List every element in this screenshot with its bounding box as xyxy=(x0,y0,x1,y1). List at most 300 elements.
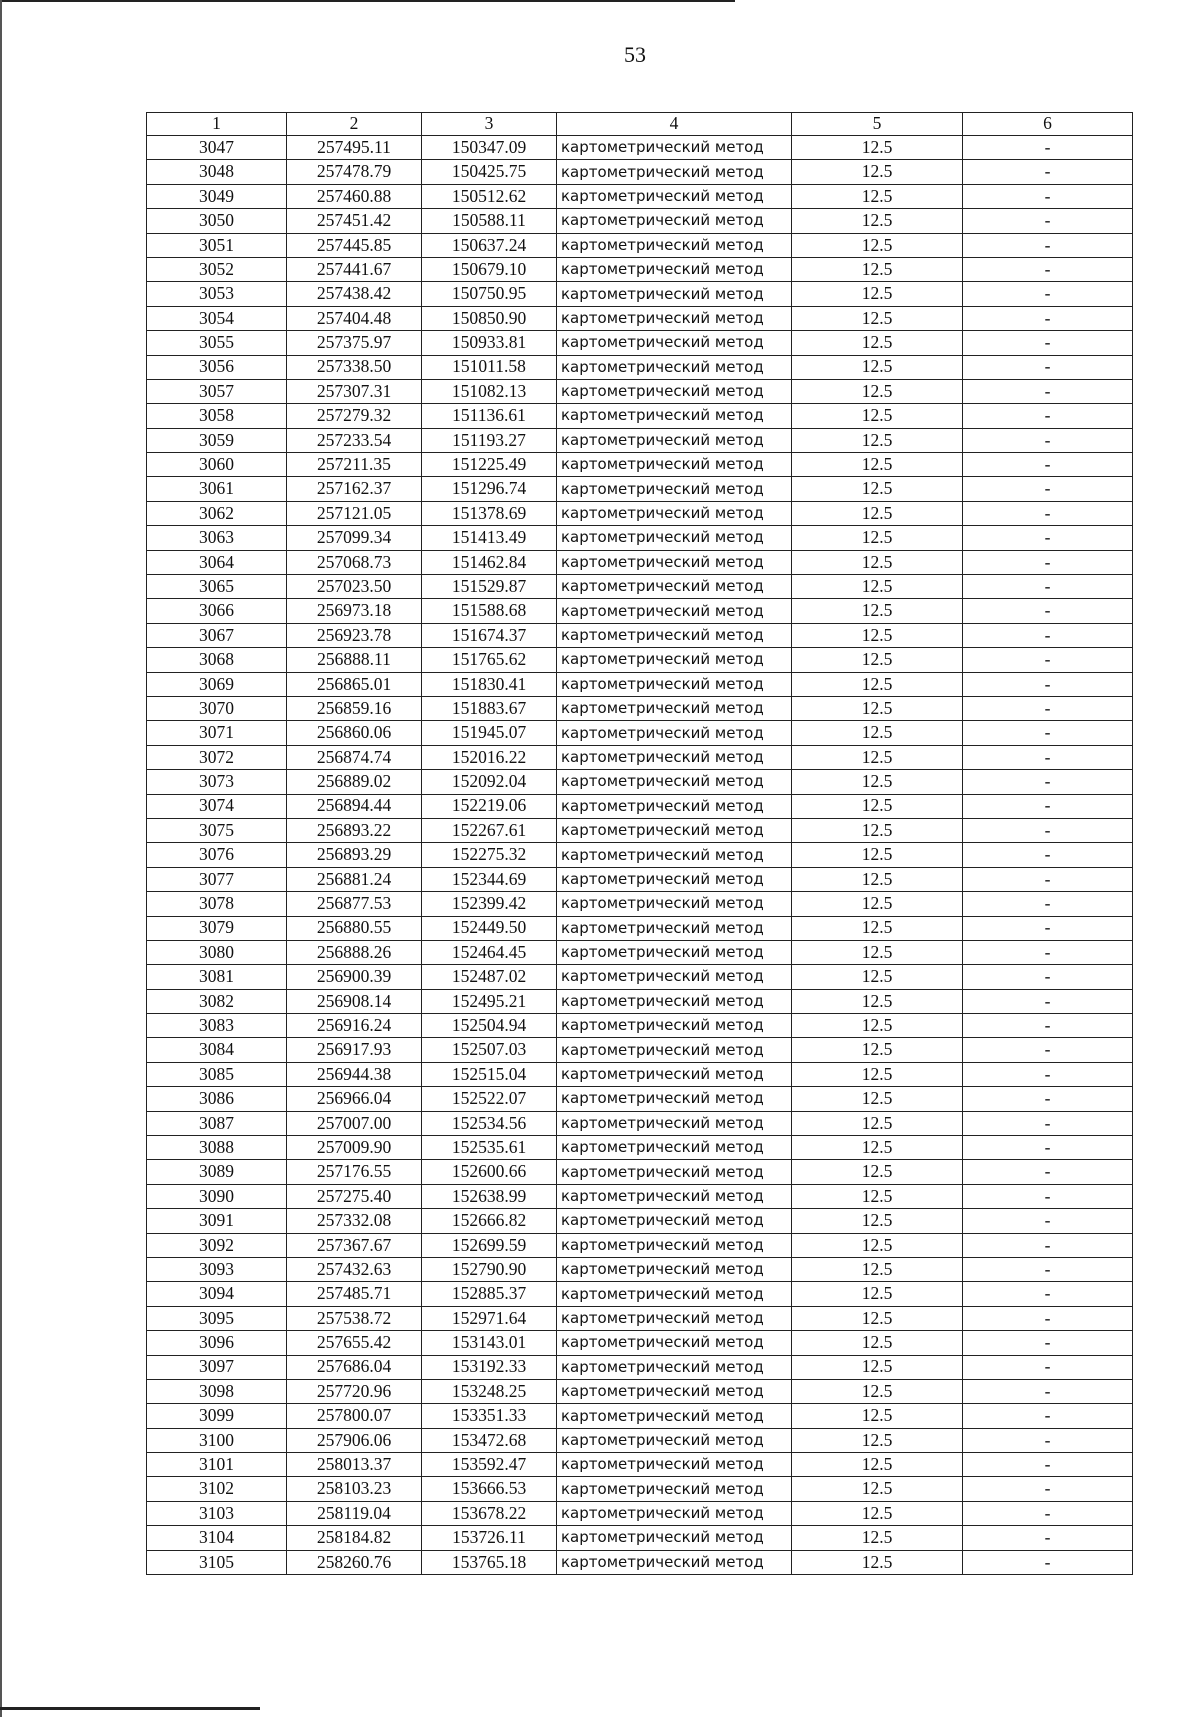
method-cell: картометрический метод xyxy=(557,501,792,525)
method-cell: картометрический метод xyxy=(557,453,792,477)
point-number-cell: 3086 xyxy=(147,1087,287,1111)
accuracy-cell: 12.5 xyxy=(792,257,963,281)
y-coordinate-cell: 151082.13 xyxy=(422,379,557,403)
accuracy-cell: 12.5 xyxy=(792,282,963,306)
method-cell: картометрический метод xyxy=(557,1550,792,1574)
table-row xyxy=(147,1501,1133,1525)
method-cell: картометрический метод xyxy=(557,306,792,330)
note-cell: - xyxy=(963,1477,1133,1501)
point-number-cell: 3095 xyxy=(147,1306,287,1330)
note-cell: - xyxy=(963,721,1133,745)
note-cell: - xyxy=(963,1428,1133,1452)
table-row xyxy=(147,1111,1133,1135)
accuracy-cell: 12.5 xyxy=(792,477,963,501)
table-row xyxy=(147,1355,1133,1379)
y-coordinate-cell: 150750.95 xyxy=(422,282,557,306)
method-cell: картометрический метод xyxy=(557,282,792,306)
point-number-cell: 3071 xyxy=(147,721,287,745)
column-header-2: 2 xyxy=(287,113,422,136)
method-cell: картометрический метод xyxy=(557,721,792,745)
x-coordinate-cell: 257009.90 xyxy=(287,1136,422,1160)
note-cell: - xyxy=(963,1038,1133,1062)
x-coordinate-cell: 257279.32 xyxy=(287,404,422,428)
y-coordinate-cell: 151529.87 xyxy=(422,575,557,599)
method-cell: картометрический метод xyxy=(557,672,792,696)
point-number-cell: 3080 xyxy=(147,940,287,964)
table-row xyxy=(147,160,1133,184)
y-coordinate-cell: 153248.25 xyxy=(422,1379,557,1403)
x-coordinate-cell: 256893.22 xyxy=(287,818,422,842)
method-cell: картометрический метод xyxy=(557,1477,792,1501)
accuracy-cell: 12.5 xyxy=(792,1355,963,1379)
accuracy-cell: 12.5 xyxy=(792,672,963,696)
y-coordinate-cell: 153351.33 xyxy=(422,1404,557,1428)
note-cell: - xyxy=(963,453,1133,477)
note-cell: - xyxy=(963,1379,1133,1403)
note-cell: - xyxy=(963,965,1133,989)
x-coordinate-cell: 258260.76 xyxy=(287,1550,422,1574)
x-coordinate-cell: 256860.06 xyxy=(287,721,422,745)
method-cell: картометрический метод xyxy=(557,550,792,574)
table-row xyxy=(147,648,1133,672)
note-cell: - xyxy=(963,257,1133,281)
table-row xyxy=(147,355,1133,379)
note-cell: - xyxy=(963,1184,1133,1208)
x-coordinate-cell: 257023.50 xyxy=(287,575,422,599)
point-number-cell: 3067 xyxy=(147,623,287,647)
note-cell: - xyxy=(963,1306,1133,1330)
accuracy-cell: 12.5 xyxy=(792,1331,963,1355)
accuracy-cell: 12.5 xyxy=(792,160,963,184)
point-number-cell: 3063 xyxy=(147,526,287,550)
method-cell: картометрический метод xyxy=(557,1038,792,1062)
method-cell: картометрический метод xyxy=(557,233,792,257)
accuracy-cell: 12.5 xyxy=(792,721,963,745)
table-row xyxy=(147,696,1133,720)
table-row xyxy=(147,770,1133,794)
accuracy-cell: 12.5 xyxy=(792,379,963,403)
point-number-cell: 3101 xyxy=(147,1453,287,1477)
note-cell: - xyxy=(963,1404,1133,1428)
note-cell: - xyxy=(963,794,1133,818)
method-cell: картометрический метод xyxy=(557,843,792,867)
y-coordinate-cell: 152666.82 xyxy=(422,1209,557,1233)
point-number-cell: 3104 xyxy=(147,1526,287,1550)
accuracy-cell: 12.5 xyxy=(792,1282,963,1306)
table-row xyxy=(147,257,1133,281)
x-coordinate-cell: 256888.11 xyxy=(287,648,422,672)
scan-left-edge xyxy=(0,0,2,1717)
x-coordinate-cell: 256893.29 xyxy=(287,843,422,867)
accuracy-cell: 12.5 xyxy=(792,1306,963,1330)
accuracy-cell: 12.5 xyxy=(792,818,963,842)
note-cell: - xyxy=(963,1526,1133,1550)
point-number-cell: 3076 xyxy=(147,843,287,867)
y-coordinate-cell: 152535.61 xyxy=(422,1136,557,1160)
accuracy-cell: 12.5 xyxy=(792,1379,963,1403)
point-number-cell: 3049 xyxy=(147,184,287,208)
point-number-cell: 3100 xyxy=(147,1428,287,1452)
method-cell: картометрический метод xyxy=(557,696,792,720)
table-row xyxy=(147,233,1133,257)
accuracy-cell: 12.5 xyxy=(792,233,963,257)
table-row xyxy=(147,1477,1133,1501)
y-coordinate-cell: 152219.06 xyxy=(422,794,557,818)
y-coordinate-cell: 151462.84 xyxy=(422,550,557,574)
table-row xyxy=(147,1404,1133,1428)
accuracy-cell: 12.5 xyxy=(792,843,963,867)
note-cell: - xyxy=(963,818,1133,842)
point-number-cell: 3055 xyxy=(147,331,287,355)
method-cell: картометрический метод xyxy=(557,1087,792,1111)
accuracy-cell: 12.5 xyxy=(792,1453,963,1477)
point-number-cell: 3079 xyxy=(147,916,287,940)
accuracy-cell: 12.5 xyxy=(792,355,963,379)
y-coordinate-cell: 150933.81 xyxy=(422,331,557,355)
accuracy-cell: 12.5 xyxy=(792,1111,963,1135)
x-coordinate-cell: 257068.73 xyxy=(287,550,422,574)
y-coordinate-cell: 150850.90 xyxy=(422,306,557,330)
note-cell: - xyxy=(963,404,1133,428)
table-row xyxy=(147,575,1133,599)
table-row xyxy=(147,526,1133,550)
table-row xyxy=(147,1014,1133,1038)
table-row xyxy=(147,1184,1133,1208)
method-cell: картометрический метод xyxy=(557,1160,792,1184)
x-coordinate-cell: 257404.48 xyxy=(287,306,422,330)
x-coordinate-cell: 257275.40 xyxy=(287,1184,422,1208)
method-cell: картометрический метод xyxy=(557,770,792,794)
x-coordinate-cell: 256917.93 xyxy=(287,1038,422,1062)
y-coordinate-cell: 151588.68 xyxy=(422,599,557,623)
y-coordinate-cell: 153678.22 xyxy=(422,1501,557,1525)
method-cell: картометрический метод xyxy=(557,355,792,379)
point-number-cell: 3074 xyxy=(147,794,287,818)
accuracy-cell: 12.5 xyxy=(792,940,963,964)
note-cell: - xyxy=(963,428,1133,452)
table-row xyxy=(147,892,1133,916)
accuracy-cell: 12.5 xyxy=(792,1404,963,1428)
method-cell: картометрический метод xyxy=(557,257,792,281)
table-row xyxy=(147,1136,1133,1160)
table-row xyxy=(147,623,1133,647)
method-cell: картометрический метод xyxy=(557,209,792,233)
x-coordinate-cell: 257655.42 xyxy=(287,1331,422,1355)
note-cell: - xyxy=(963,160,1133,184)
note-cell: - xyxy=(963,355,1133,379)
point-number-cell: 3084 xyxy=(147,1038,287,1062)
table-row xyxy=(147,1428,1133,1452)
x-coordinate-cell: 257906.06 xyxy=(287,1428,422,1452)
table-row xyxy=(147,745,1133,769)
method-cell: картометрический метод xyxy=(557,1453,792,1477)
x-coordinate-cell: 256916.24 xyxy=(287,1014,422,1038)
method-cell: картометрический метод xyxy=(557,331,792,355)
method-cell: картометрический метод xyxy=(557,404,792,428)
point-number-cell: 3097 xyxy=(147,1355,287,1379)
method-cell: картометрический метод xyxy=(557,1331,792,1355)
point-number-cell: 3064 xyxy=(147,550,287,574)
x-coordinate-cell: 256889.02 xyxy=(287,770,422,794)
y-coordinate-cell: 152600.66 xyxy=(422,1160,557,1184)
method-cell: картометрический метод xyxy=(557,575,792,599)
y-coordinate-cell: 150512.62 xyxy=(422,184,557,208)
accuracy-cell: 12.5 xyxy=(792,136,963,160)
point-number-cell: 3065 xyxy=(147,575,287,599)
note-cell: - xyxy=(963,623,1133,647)
accuracy-cell: 12.5 xyxy=(792,1550,963,1574)
x-coordinate-cell: 257338.50 xyxy=(287,355,422,379)
x-coordinate-cell: 257176.55 xyxy=(287,1160,422,1184)
point-number-cell: 3069 xyxy=(147,672,287,696)
accuracy-cell: 12.5 xyxy=(792,184,963,208)
y-coordinate-cell: 150347.09 xyxy=(422,136,557,160)
y-coordinate-cell: 151883.67 xyxy=(422,696,557,720)
column-header-3: 3 xyxy=(422,113,557,136)
accuracy-cell: 12.5 xyxy=(792,526,963,550)
y-coordinate-cell: 151674.37 xyxy=(422,623,557,647)
accuracy-cell: 12.5 xyxy=(792,794,963,818)
table-row xyxy=(147,209,1133,233)
y-coordinate-cell: 153726.11 xyxy=(422,1526,557,1550)
note-cell: - xyxy=(963,1014,1133,1038)
note-cell: - xyxy=(963,1331,1133,1355)
y-coordinate-cell: 152522.07 xyxy=(422,1087,557,1111)
table-row xyxy=(147,453,1133,477)
note-cell: - xyxy=(963,867,1133,891)
method-cell: картометрический метод xyxy=(557,1379,792,1403)
method-cell: картометрический метод xyxy=(557,428,792,452)
y-coordinate-cell: 152504.94 xyxy=(422,1014,557,1038)
note-cell: - xyxy=(963,1355,1133,1379)
point-number-cell: 3050 xyxy=(147,209,287,233)
note-cell: - xyxy=(963,1282,1133,1306)
note-cell: - xyxy=(963,843,1133,867)
point-number-cell: 3089 xyxy=(147,1160,287,1184)
x-coordinate-cell: 256894.44 xyxy=(287,794,422,818)
note-cell: - xyxy=(963,575,1133,599)
coordinates-table xyxy=(146,112,1133,1575)
y-coordinate-cell: 152790.90 xyxy=(422,1257,557,1281)
point-number-cell: 3085 xyxy=(147,1062,287,1086)
point-number-cell: 3052 xyxy=(147,257,287,281)
note-cell: - xyxy=(963,1453,1133,1477)
table-row xyxy=(147,843,1133,867)
accuracy-cell: 12.5 xyxy=(792,1501,963,1525)
table-row xyxy=(147,1087,1133,1111)
y-coordinate-cell: 152885.37 xyxy=(422,1282,557,1306)
column-header-1: 1 xyxy=(147,113,287,136)
accuracy-cell: 12.5 xyxy=(792,1087,963,1111)
x-coordinate-cell: 256881.24 xyxy=(287,867,422,891)
accuracy-cell: 12.5 xyxy=(792,965,963,989)
method-cell: картометрический метод xyxy=(557,1136,792,1160)
table-row xyxy=(147,379,1133,403)
accuracy-cell: 12.5 xyxy=(792,916,963,940)
method-cell: картометрический метод xyxy=(557,940,792,964)
y-coordinate-cell: 151225.49 xyxy=(422,453,557,477)
table-row xyxy=(147,404,1133,428)
table-row xyxy=(147,550,1133,574)
note-cell: - xyxy=(963,233,1133,257)
x-coordinate-cell: 257332.08 xyxy=(287,1209,422,1233)
note-cell: - xyxy=(963,282,1133,306)
point-number-cell: 3070 xyxy=(147,696,287,720)
point-number-cell: 3072 xyxy=(147,745,287,769)
method-cell: картометрический метод xyxy=(557,379,792,403)
note-cell: - xyxy=(963,1257,1133,1281)
y-coordinate-cell: 151945.07 xyxy=(422,721,557,745)
x-coordinate-cell: 257438.42 xyxy=(287,282,422,306)
scan-bottom-edge xyxy=(0,1707,260,1710)
method-cell: картометрический метод xyxy=(557,1404,792,1428)
accuracy-cell: 12.5 xyxy=(792,501,963,525)
x-coordinate-cell: 257478.79 xyxy=(287,160,422,184)
note-cell: - xyxy=(963,1550,1133,1574)
note-cell: - xyxy=(963,526,1133,550)
method-cell: картометрический метод xyxy=(557,1282,792,1306)
table-row xyxy=(147,1526,1133,1550)
accuracy-cell: 12.5 xyxy=(792,892,963,916)
table-row xyxy=(147,1160,1133,1184)
note-cell: - xyxy=(963,184,1133,208)
y-coordinate-cell: 152399.42 xyxy=(422,892,557,916)
point-number-cell: 3057 xyxy=(147,379,287,403)
y-coordinate-cell: 152092.04 xyxy=(422,770,557,794)
y-coordinate-cell: 152699.59 xyxy=(422,1233,557,1257)
scan-top-edge xyxy=(0,0,735,2)
accuracy-cell: 12.5 xyxy=(792,989,963,1013)
method-cell: картометрический метод xyxy=(557,1501,792,1525)
y-coordinate-cell: 151193.27 xyxy=(422,428,557,452)
point-number-cell: 3068 xyxy=(147,648,287,672)
point-number-cell: 3062 xyxy=(147,501,287,525)
table-row xyxy=(147,867,1133,891)
method-cell: картометрический метод xyxy=(557,184,792,208)
table-row xyxy=(147,282,1133,306)
accuracy-cell: 12.5 xyxy=(792,1014,963,1038)
y-coordinate-cell: 153765.18 xyxy=(422,1550,557,1574)
note-cell: - xyxy=(963,696,1133,720)
point-number-cell: 3103 xyxy=(147,1501,287,1525)
accuracy-cell: 12.5 xyxy=(792,1062,963,1086)
point-number-cell: 3078 xyxy=(147,892,287,916)
point-number-cell: 3099 xyxy=(147,1404,287,1428)
point-number-cell: 3090 xyxy=(147,1184,287,1208)
table-row xyxy=(147,1379,1133,1403)
note-cell: - xyxy=(963,306,1133,330)
accuracy-cell: 12.5 xyxy=(792,1526,963,1550)
note-cell: - xyxy=(963,331,1133,355)
y-coordinate-cell: 153592.47 xyxy=(422,1453,557,1477)
y-coordinate-cell: 152267.61 xyxy=(422,818,557,842)
note-cell: - xyxy=(963,599,1133,623)
x-coordinate-cell: 257375.97 xyxy=(287,331,422,355)
note-cell: - xyxy=(963,916,1133,940)
point-number-cell: 3105 xyxy=(147,1550,287,1574)
x-coordinate-cell: 257121.05 xyxy=(287,501,422,525)
x-coordinate-cell: 258103.23 xyxy=(287,1477,422,1501)
y-coordinate-cell: 150425.75 xyxy=(422,160,557,184)
point-number-cell: 3087 xyxy=(147,1111,287,1135)
table-row xyxy=(147,306,1133,330)
x-coordinate-cell: 256973.18 xyxy=(287,599,422,623)
accuracy-cell: 12.5 xyxy=(792,1038,963,1062)
x-coordinate-cell: 257007.00 xyxy=(287,1111,422,1135)
note-cell: - xyxy=(963,501,1133,525)
y-coordinate-cell: 150637.24 xyxy=(422,233,557,257)
y-coordinate-cell: 151296.74 xyxy=(422,477,557,501)
y-coordinate-cell: 152449.50 xyxy=(422,916,557,940)
accuracy-cell: 12.5 xyxy=(792,404,963,428)
table-row xyxy=(147,965,1133,989)
table-row xyxy=(147,1331,1133,1355)
x-coordinate-cell: 257432.63 xyxy=(287,1257,422,1281)
column-header-5: 5 xyxy=(792,113,963,136)
x-coordinate-cell: 256888.26 xyxy=(287,940,422,964)
table-row xyxy=(147,599,1133,623)
accuracy-cell: 12.5 xyxy=(792,1136,963,1160)
accuracy-cell: 12.5 xyxy=(792,696,963,720)
x-coordinate-cell: 257233.54 xyxy=(287,428,422,452)
y-coordinate-cell: 152534.56 xyxy=(422,1111,557,1135)
x-coordinate-cell: 256859.16 xyxy=(287,696,422,720)
table-row xyxy=(147,501,1133,525)
method-cell: картометрический метод xyxy=(557,1526,792,1550)
table-row xyxy=(147,989,1133,1013)
table-row xyxy=(147,1233,1133,1257)
x-coordinate-cell: 256944.38 xyxy=(287,1062,422,1086)
accuracy-cell: 12.5 xyxy=(792,867,963,891)
point-number-cell: 3098 xyxy=(147,1379,287,1403)
accuracy-cell: 12.5 xyxy=(792,1233,963,1257)
method-cell: картометрический метод xyxy=(557,599,792,623)
note-cell: - xyxy=(963,672,1133,696)
table-row xyxy=(147,1038,1133,1062)
point-number-cell: 3056 xyxy=(147,355,287,379)
x-coordinate-cell: 256865.01 xyxy=(287,672,422,696)
y-coordinate-cell: 151413.49 xyxy=(422,526,557,550)
method-cell: картометрический метод xyxy=(557,1428,792,1452)
method-cell: картометрический метод xyxy=(557,1257,792,1281)
method-cell: картометрический метод xyxy=(557,160,792,184)
x-coordinate-cell: 257495.11 xyxy=(287,136,422,160)
point-number-cell: 3091 xyxy=(147,1209,287,1233)
accuracy-cell: 12.5 xyxy=(792,428,963,452)
table-row xyxy=(147,672,1133,696)
point-number-cell: 3102 xyxy=(147,1477,287,1501)
table-row xyxy=(147,1550,1133,1574)
x-coordinate-cell: 258119.04 xyxy=(287,1501,422,1525)
note-cell: - xyxy=(963,745,1133,769)
table-row xyxy=(147,1062,1133,1086)
y-coordinate-cell: 152638.99 xyxy=(422,1184,557,1208)
accuracy-cell: 12.5 xyxy=(792,550,963,574)
note-cell: - xyxy=(963,1062,1133,1086)
column-header-6: 6 xyxy=(963,113,1133,136)
method-cell: картометрический метод xyxy=(557,965,792,989)
note-cell: - xyxy=(963,209,1133,233)
accuracy-cell: 12.5 xyxy=(792,1209,963,1233)
point-number-cell: 3066 xyxy=(147,599,287,623)
note-cell: - xyxy=(963,1160,1133,1184)
accuracy-cell: 12.5 xyxy=(792,623,963,647)
note-cell: - xyxy=(963,379,1133,403)
point-number-cell: 3073 xyxy=(147,770,287,794)
point-number-cell: 3075 xyxy=(147,818,287,842)
x-coordinate-cell: 257441.67 xyxy=(287,257,422,281)
note-cell: - xyxy=(963,770,1133,794)
